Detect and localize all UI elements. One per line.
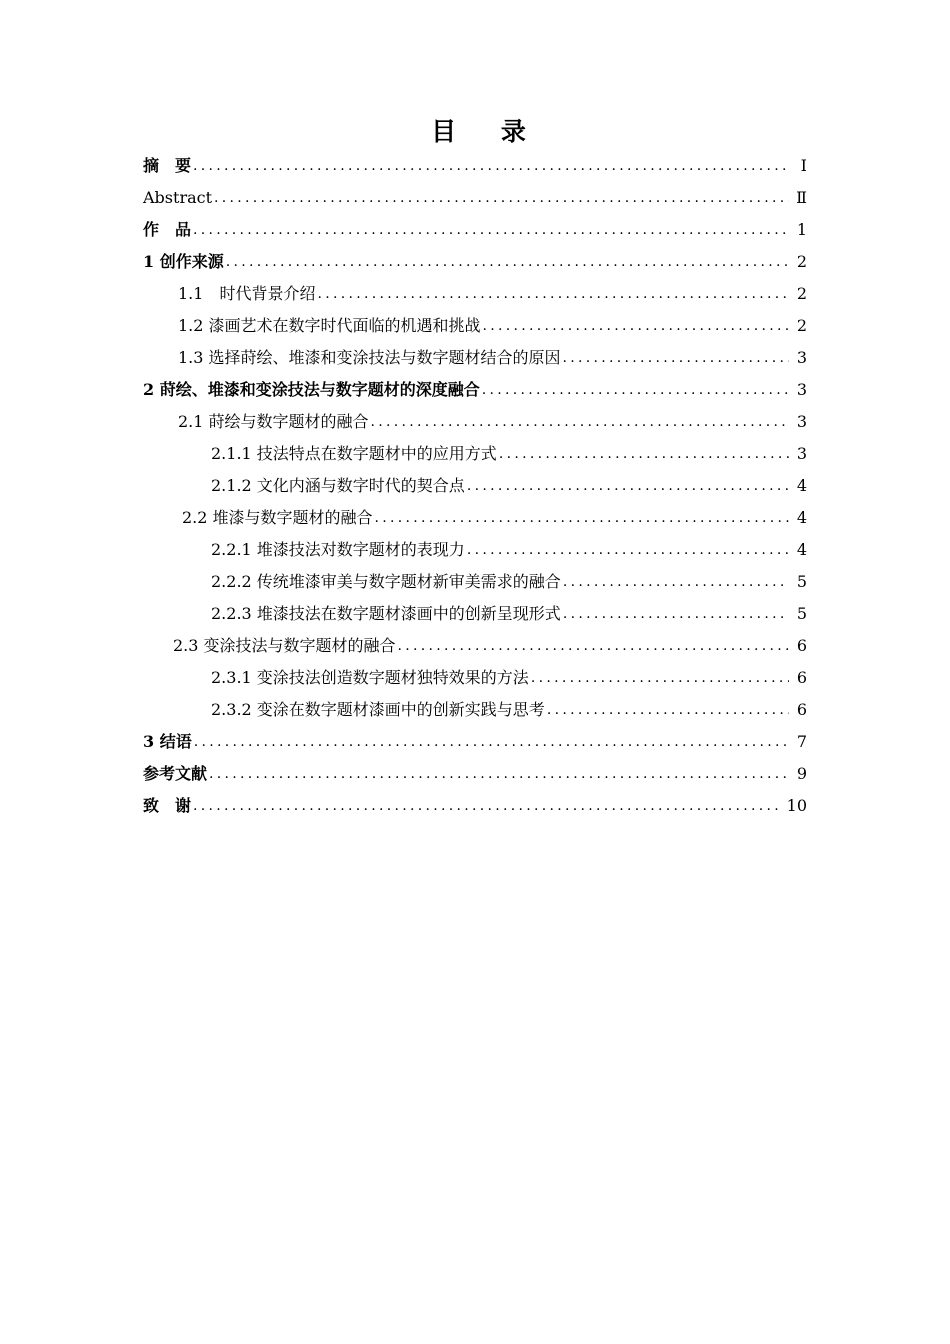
toc-entry-section-2-2-1[interactable] <box>211 534 807 566</box>
toc-entry-label: 2.2.3 堆漆技法在数字题材漆画中的创新呈现形式 <box>211 604 561 623</box>
toc-dot-leader <box>317 278 789 310</box>
toc-dot-leader <box>375 502 789 534</box>
toc-dot-leader <box>209 758 789 790</box>
toc-dot-leader <box>563 342 789 374</box>
toc-dot-leader <box>563 566 789 598</box>
toc-entry-page: 7 <box>796 732 807 751</box>
toc-entry-page: Ⅰ <box>800 156 807 175</box>
toc-entry-label: 1.2 漆画艺术在数字时代面临的机遇和挑战 <box>178 316 481 335</box>
toc-dot-leader <box>482 374 789 406</box>
toc-entry-chapter-2[interactable] <box>143 374 807 406</box>
toc-dot-leader <box>193 150 789 182</box>
toc-entry-section-1-3[interactable] <box>178 342 807 374</box>
toc-entry-label: 参考文献 <box>143 764 208 783</box>
toc-entry-page: 6 <box>796 668 807 687</box>
toc-entry-page: 6 <box>796 636 807 655</box>
toc-entry-chapter-1[interactable] <box>143 246 807 278</box>
toc-entry-section-2-3[interactable] <box>173 630 807 662</box>
toc-entry-page: 1 <box>796 220 807 239</box>
toc-entry-page: 5 <box>796 572 807 591</box>
toc-entry-label: 1 创作来源 <box>143 252 224 271</box>
toc-entry-chapter-3[interactable] <box>143 726 807 758</box>
toc-entry-label: 2.3.2 变涂在数字题材漆画中的创新实践与思考 <box>211 700 545 719</box>
toc-entry-label: 3 结语 <box>143 732 192 751</box>
toc-entry-page: 3 <box>796 380 807 399</box>
toc-dot-leader <box>467 470 789 502</box>
toc-entry-page: 2 <box>796 252 807 271</box>
toc-entry-section-2-3-2[interactable] <box>211 694 807 726</box>
toc-entry-label: 2.2.1 堆漆技法对数字题材的表现力 <box>211 540 465 559</box>
toc-entry-label: 摘 要 <box>143 156 192 175</box>
toc-entry-section-2-2-3[interactable] <box>211 598 807 630</box>
toc-entry-label: 2.3.1 变涂技法创造数字题材独特效果的方法 <box>211 668 529 687</box>
toc-entry-page: 3 <box>796 412 807 431</box>
toc-entry-works[interactable] <box>143 214 807 246</box>
toc-entry-label: Abstract <box>143 188 213 207</box>
toc-dot-leader <box>226 246 789 278</box>
toc-dot-leader <box>547 694 789 726</box>
toc-entry-label: 2.1.1 技法特点在数字题材中的应用方式 <box>211 444 497 463</box>
toc-entry-label: 2.1 莳绘与数字题材的融合 <box>178 412 369 431</box>
toc-dot-leader <box>531 662 789 694</box>
toc-entry-page: Ⅱ <box>796 188 807 207</box>
toc-entry-page: 3 <box>796 348 807 367</box>
toc-entry-page: 4 <box>796 540 807 559</box>
toc-entry-label: 致 谢 <box>143 796 192 815</box>
toc-entry-label: 2.1.2 文化内涵与数字时代的契合点 <box>211 476 465 495</box>
toc-entry-page: 4 <box>796 476 807 495</box>
toc-dot-leader <box>499 438 789 470</box>
toc-dot-leader <box>467 534 789 566</box>
toc-entry-abstract-cn[interactable] <box>143 150 807 182</box>
toc-entry-label: 2.3 变涂技法与数字题材的融合 <box>173 636 396 655</box>
toc-entry-page: 2 <box>796 284 807 303</box>
toc-entry-page: 4 <box>796 508 807 527</box>
toc-entry-page: 10 <box>786 796 807 815</box>
toc-entry-section-2-1[interactable] <box>178 406 807 438</box>
toc-dot-leader <box>398 630 789 662</box>
toc-entry-section-2-1-2[interactable] <box>211 470 807 502</box>
toc-dot-leader <box>194 726 789 758</box>
toc-entry-references[interactable] <box>143 758 807 790</box>
toc-entry-label: 2.2 堆漆与数字题材的融合 <box>182 508 373 527</box>
toc-dot-leader <box>371 406 789 438</box>
toc-entry-label: 1.1 时代背景介绍 <box>178 284 316 303</box>
toc-dot-leader <box>483 310 789 342</box>
toc-entry-label: 作 品 <box>143 220 192 239</box>
toc-entry-page: 6 <box>796 700 807 719</box>
toc-entry-section-2-2[interactable] <box>182 502 807 534</box>
toc-entry-page: 3 <box>796 444 807 463</box>
toc-dot-leader <box>214 182 789 214</box>
toc-entry-page: 5 <box>796 604 807 623</box>
toc-entry-section-2-3-1[interactable] <box>211 662 807 694</box>
toc-entry-section-1-1[interactable] <box>178 278 807 310</box>
toc-entry-label: 2.2.2 传统堆漆审美与数字题材新审美需求的融合 <box>211 572 561 591</box>
toc-entry-abstract-en[interactable] <box>143 182 807 214</box>
toc-title: 目 录 <box>431 117 544 146</box>
toc-entry-page: 9 <box>796 764 807 783</box>
toc-entry-label: 2 莳绘、堆漆和变涂技法与数字题材的深度融合 <box>143 380 480 399</box>
toc-dot-leader <box>563 598 789 630</box>
toc-entry-section-2-1-1[interactable] <box>211 438 807 470</box>
toc-entry-label: 1.3 选择莳绘、堆漆和变涂技法与数字题材结合的原因 <box>178 348 561 367</box>
toc-entry-section-1-2[interactable] <box>178 310 807 342</box>
toc-entry-section-2-2-2[interactable] <box>211 566 807 598</box>
toc-dot-leader <box>193 790 783 822</box>
toc-dot-leader <box>193 214 789 246</box>
toc-entry-acknowledgements[interactable] <box>143 790 807 822</box>
toc-entry-page: 2 <box>796 316 807 335</box>
